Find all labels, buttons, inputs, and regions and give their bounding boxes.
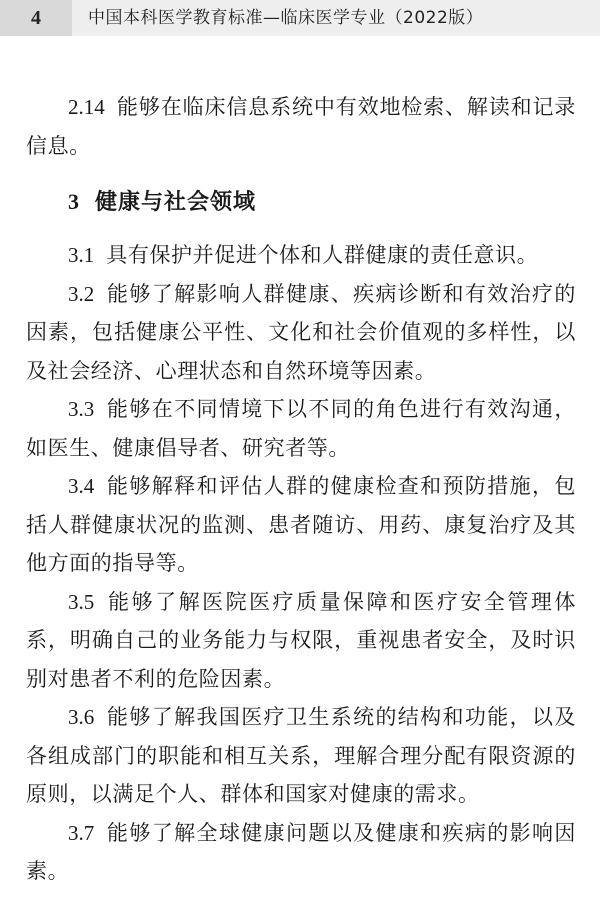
item-text: 具有保护并促进个体和人群健康的责任意识。 (106, 243, 539, 267)
section-title: 健康与社会领域 (95, 190, 257, 215)
section-number: 3 (68, 189, 79, 214)
item-number: 3.5 (68, 589, 95, 614)
item-text: 能够了解医院医疗质量保障和医疗安全管理体系，明确自己的业务能力与权限，重视患者安全，及时识别对患者不利的危险因素。 (26, 589, 576, 691)
item-number: 2.14 (68, 95, 105, 119)
running-header (0, 0, 600, 36)
item-number: 3.2 (68, 281, 95, 306)
page-body (26, 88, 576, 891)
item-number: 3.1 (68, 243, 95, 267)
item-text: 能够了解影响人群健康、疾病诊断和有效治疗的因素，包括健康公平性、文化和社会价值观的多样性，以及社会经济、心理状态和自然环境等因素。 (26, 281, 576, 383)
item-text: 能够在不同情境下以不同的角色进行有效沟通，如医生、健康倡导者、研究者等。 (26, 397, 576, 460)
item-number: 3.7 (68, 820, 95, 845)
item-3-6 (26, 698, 576, 814)
item-text: 能够了解我国医疗卫生系统的结构和功能，以及各组成部门的职能和相互关系，理解合理分配有限资源的原则，以满足个人、群体和国家对健康的需求。 (26, 705, 576, 806)
item-number: 3.6 (68, 705, 95, 729)
page-number: 4 (0, 0, 72, 36)
item-number: 3.4 (68, 474, 95, 498)
item-3-3 (26, 390, 576, 467)
item-number: 3.3 (68, 397, 95, 421)
item-3-1 (26, 236, 576, 275)
item-2-14 (26, 88, 576, 165)
item-3-2 (26, 275, 576, 391)
running-title: 中国本科医学教育标准—临床医学专业（2022版） (88, 8, 484, 28)
item-3-4 (26, 467, 576, 583)
item-text: 能够了解全球健康问题以及健康和疾病的影响因素。 (26, 820, 576, 883)
section-heading (26, 183, 576, 222)
item-3-5 (26, 583, 576, 699)
item-3-7 (26, 814, 576, 891)
item-text: 能够在临床信息系统中有效地检索、解读和记录信息。 (26, 95, 576, 158)
item-text: 能够解释和评估人群的健康检查和预防措施，包括人群健康状况的监测、患者随访、用药、康复治疗及其他方面的指导等。 (26, 474, 576, 575)
